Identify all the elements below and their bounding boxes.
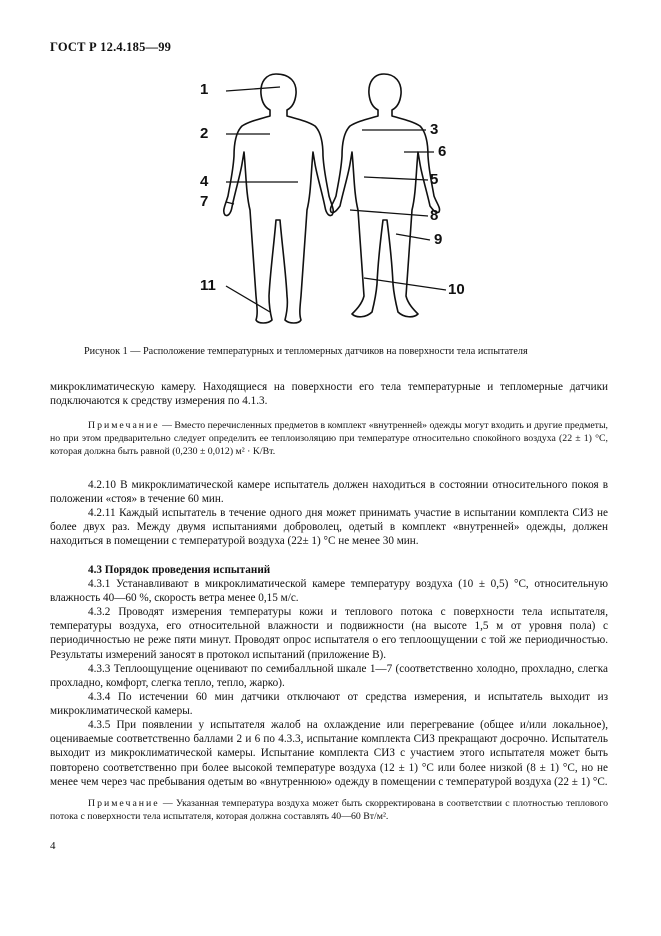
sensor-label-9: 9 xyxy=(434,231,443,248)
note-2-text: — Указанная температура воздуха может быть скорректирована в соответствии с плотностью теплового потока с поверхности тела испытателя, которая должна составлять 40—60 Вт/м². xyxy=(50,798,608,822)
sensor-label-2: 2 xyxy=(200,125,209,142)
document-header: ГОСТ Р 12.4.185—99 xyxy=(50,40,172,54)
note-2-label: Примечание xyxy=(88,798,160,809)
note-1-label: Примечание xyxy=(88,420,160,431)
paragraph-4-2-11: 4.2.11 Каждый испытатель в течение одного дня может принимать участие в испытании комплекта СИЗ не более двух раз. Между двумя испытаниями доброволец, одетый в комплект «внутренней» одежды, должен находиться в помещении с температурой воздуха (22± 1) °С не менее 30 мин. xyxy=(50,507,608,548)
figure-caption: Рисунок 1 — Расположение температурных и тепломерных датчиков на поверхности тела испытателя xyxy=(84,346,528,357)
back-figure-outline xyxy=(330,74,439,317)
note-1-text: — Вместо перечисленных предметов в комплект «внутренней» одежды могут входить и другие предметы, но при этом предварительно следует определить ее теплоизоляцию при температуре относительно спокойного воздуха (22 ± 1) °С, которая должна быть равной (0,230 ± 0,012) м² · K/Вт. xyxy=(50,420,608,457)
section-heading-4-3: 4.3 Порядок проведения испытаний xyxy=(88,564,271,576)
body-outline-diagram xyxy=(190,64,480,336)
paragraph-continuation: микроклиматическую камеру. Находящиеся на поверхности его тела температурные и тепломерные датчики подключаются к средству измерения по 4.1.3. xyxy=(50,381,608,408)
sensor-label-10: 10 xyxy=(448,281,465,298)
sensor-label-5: 5 xyxy=(430,171,439,188)
page-number: 4 xyxy=(50,840,56,852)
paragraph-4-3-3: 4.3.3 Теплоощущение оценивают по семибалльной шкале 1—7 (соответственно холодно, прохладно, слегка прохладно, комфорт, слегка тепло, тепло, жарко). xyxy=(50,663,608,690)
paragraph-4-3-1: 4.3.1 Устанавливают в микроклиматической камере температуру воздуха (10 ± 0,5) °С, относительную влажность 40—60 %, скорость ветра менее 0,15 м/с. xyxy=(50,578,608,605)
paragraph-4-3-5: 4.3.5 При появлении у испытателя жалоб на охлаждение или перегревание (общее и/или локальное), оцениваемые соответственно баллами 2 и 6 по 4.3.3, испытание комплекта СИЗ прекращают досрочно. Испытатель выходит из микроклиматической камеры. Испытание комплекта СИЗ с участием этого испытателя может быть повторено соответственно при более высокой температуре воздуха (12 ± 1) °С или более низкой (8 ± 1) °С, но не менее чем через час пребывания одетым во «внутреннюю» одежду в помещении с температурой воздуха (22 ± 1) °С. xyxy=(50,719,608,788)
paragraph-4-2-10: 4.2.10 В микроклиматической камере испытатель должен находиться в состоянии относительного покоя в положении «стоя» в течение 60 мин. xyxy=(50,479,608,506)
sensor-label-7: 7 xyxy=(200,193,209,210)
sensor-label-8: 8 xyxy=(430,207,439,224)
sensor-label-11: 11 xyxy=(200,277,216,294)
sensor-label-1: 1 xyxy=(200,81,209,98)
paragraph-4-3-4: 4.3.4 По истечении 60 мин датчики отключают от средства измерения, и испытатель выходит из микроклиматической камеры. xyxy=(50,691,608,718)
note-1 xyxy=(50,420,608,458)
sensor-label-4: 4 xyxy=(200,173,209,190)
note-2 xyxy=(50,798,608,824)
paragraph-4-3-2: 4.3.2 Проводят измерения температуры кожи и теплового потока с поверхности тела испытателя, температуры воздуха, его относительной влажности и подвижности (на высоте 1,5 м от уровня пола) с периодичностью не реже пяти минут. Проводят опрос испытателя о его теплоощущении с той же периодичностью. Результаты измерений заносят в протокол испытаний (приложение В). xyxy=(50,606,608,661)
figure-body-sensors xyxy=(190,64,480,336)
sensor-label-3: 3 xyxy=(430,121,439,138)
sensor-label-6: 6 xyxy=(438,143,447,160)
front-figure-outline xyxy=(224,74,333,323)
